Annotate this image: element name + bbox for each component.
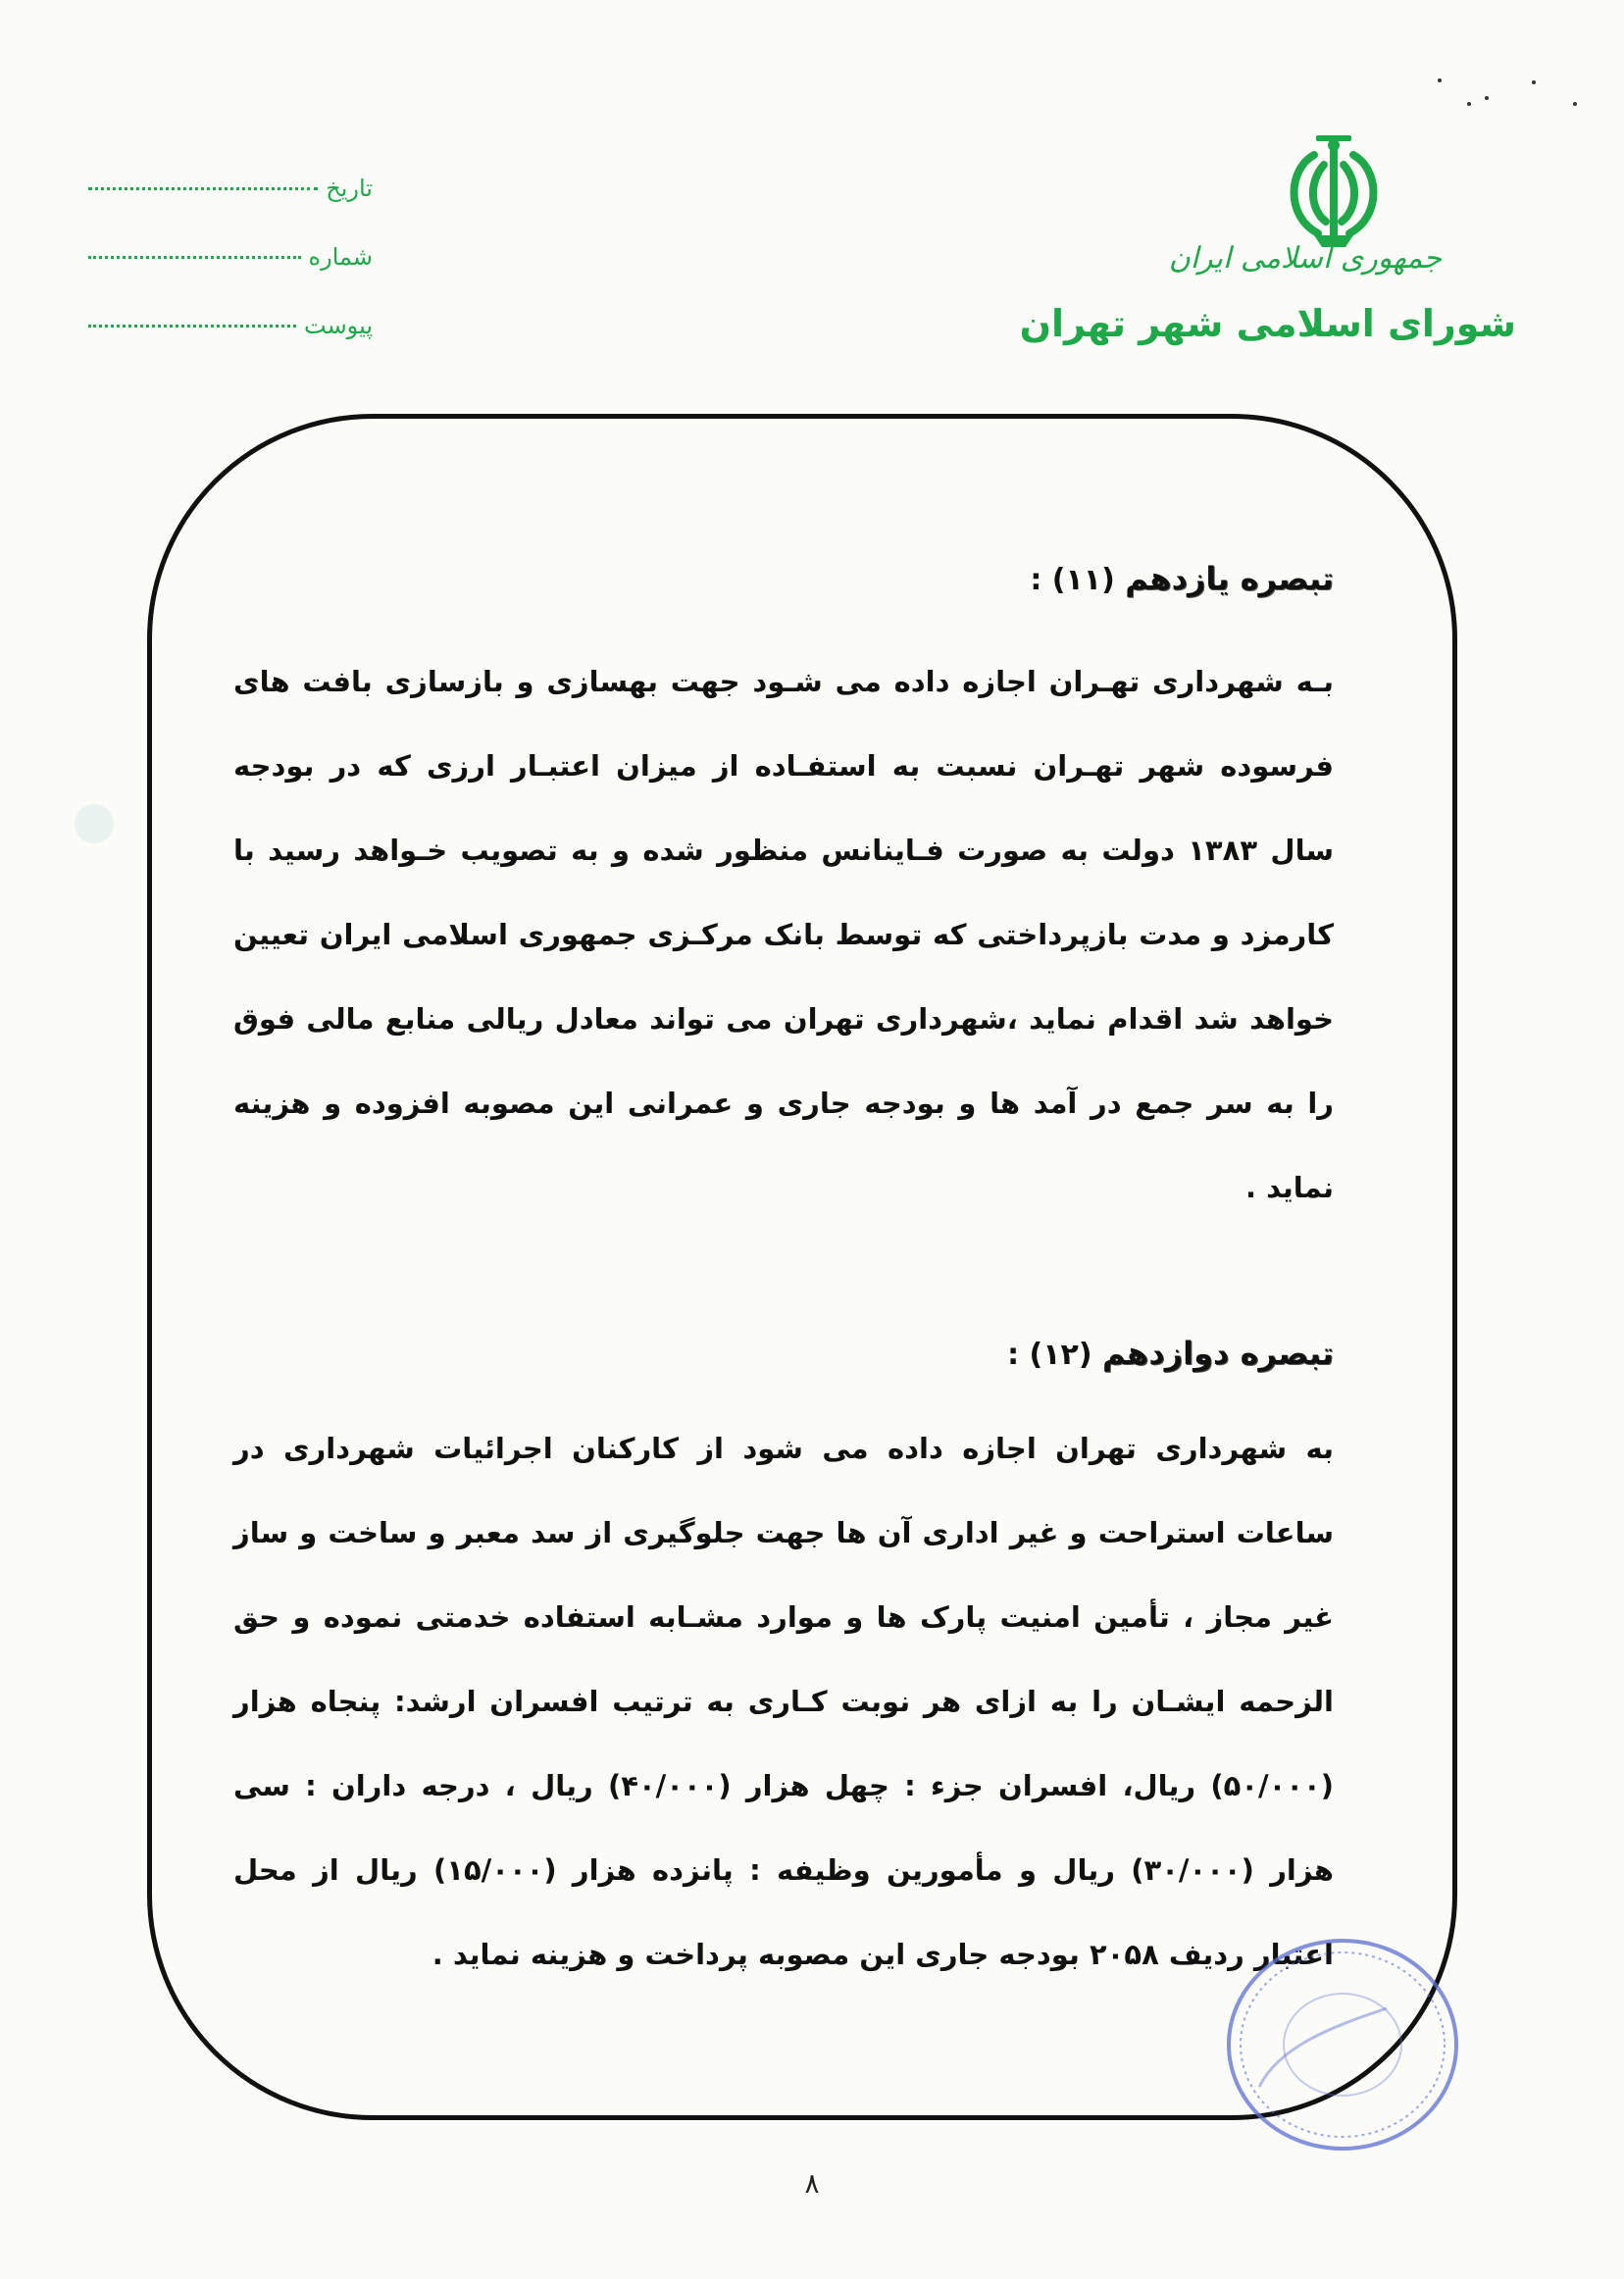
date-label: تاریخ bbox=[326, 175, 373, 202]
council-title: شورای اسلامی شهر تهران bbox=[1019, 302, 1516, 345]
note-number: (۱۲) : bbox=[1007, 1338, 1092, 1372]
attachment-field bbox=[88, 312, 373, 351]
date-dotted-line bbox=[88, 187, 318, 190]
scan-speck bbox=[1438, 78, 1442, 82]
republic-line: جمهوری اسلامی ایران bbox=[1168, 241, 1442, 276]
number-field bbox=[88, 243, 373, 282]
document-body bbox=[233, 549, 1334, 1997]
scan-speck bbox=[1532, 80, 1536, 84]
council-stamp bbox=[1220, 1930, 1465, 2159]
attachment-label: پیوست bbox=[304, 312, 373, 339]
scan-mark bbox=[75, 804, 114, 843]
note-text: بـه شهرداری تهـران اجازه داده می شـود جهت بهسازی و بازسازی بافت های فرسوده شهر تهـران نسبت به استفـاده از میزان اعتبـار ارزی که در بودجه سال ۱۳۸۳ دولت به صورت فـاینانس منظور شده و به تصویب خـواهد رسید با کارمزد و مدت بازپرداختی که توسط بانک مرکـزی جمهوری اسلامی ایران تعیین خواهد شد اقدام نماید ،شهرداری تهران می تواند معادل ریالی منابع مالی فوق را به سر جمع در آمد ها و بودجه جاری و عمرانی این مصوبه افزوده و هزینه نماید . bbox=[233, 665, 1334, 1204]
number-label: شماره bbox=[308, 243, 373, 271]
scan-speck bbox=[1485, 96, 1489, 100]
scan-speck bbox=[1467, 102, 1471, 106]
attachment-dotted-line bbox=[88, 325, 296, 328]
note-title: تبصره یازدهم bbox=[1125, 560, 1334, 597]
note-number: (۱۱) : bbox=[1030, 563, 1115, 597]
note-text: به شهرداری تهران اجازه داده می شود از کارکنان اجرائیات شهرداری در ساعات استراحت و غیر اداری آن ها جهت جلوگیری از سد معبر و ساخت و ساز غیر مجاز ، تأمین امنیت پارک ها و موارد مشـابه استفاده خدمتی نموده و حق الزحمه ایشـان را به ازای هر نوبت کـاری به ترتیب افسران ارشد: پنجاه هزار (۵۰/۰۰۰) ریال، افسران جزء : چهل هزار (۴۰/۰۰۰) ریال ، درجه داران : سی هزار (۳۰/۰۰۰) ریال و مأمورین وظیفه : پانزده هزار (۱۵/۰۰۰) ریال از محل اعتبار ردیف ۲۰۵۸ بودجه جاری این مصوبه پرداخت و هزینه نماید . bbox=[233, 1432, 1334, 1971]
number-dotted-line bbox=[88, 256, 301, 259]
date-field bbox=[88, 175, 373, 214]
note-twelve bbox=[233, 1324, 1334, 1997]
note-heading bbox=[233, 1324, 1334, 1385]
note-heading bbox=[233, 549, 1334, 610]
page-number: ۸ bbox=[804, 2167, 820, 2200]
note-eleven bbox=[233, 549, 1334, 1230]
iran-emblem-icon bbox=[1275, 126, 1393, 253]
scan-speck bbox=[1573, 102, 1577, 106]
note-title: تبصره دوازدهم bbox=[1102, 1335, 1334, 1372]
